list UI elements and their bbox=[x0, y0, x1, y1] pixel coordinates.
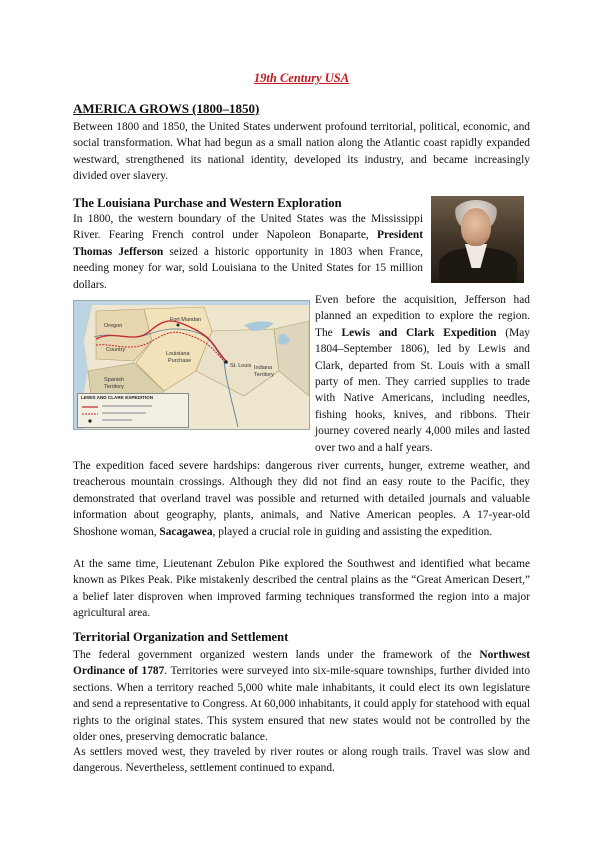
map-label-indiana: Indiana bbox=[254, 365, 273, 371]
map-label-st-louis: St. Louis bbox=[230, 363, 252, 369]
jefferson-portrait bbox=[431, 196, 524, 283]
map-legend bbox=[77, 393, 189, 428]
intro-paragraph: Between 1800 and 1850, the United States underwent profound territorial, political, economic, and social transformation. What had begun as a small nation along the Atlantic coast rapidly expanded westward, strengthened its national identity, developed its industry, and became increasingly divided over slavery. bbox=[73, 121, 530, 183]
louisiana-paragraph-4: At the same time, Lieutenant Zebulon Pike explored the Southwest and identified what became known as Pikes Peak. Pike mistakenly described the central plains as the “Great American Desert,” a belief later disproven when improved farming techniques transformed the region into a major agricultural area. bbox=[73, 558, 530, 620]
louisiana-paragraph-1: In 1800, the western boundary of the United States was the Mississippi River. Fearing French control under Napoleon Bonaparte, President Thomas Jefferson seized a historic opportunity in 1803 when France, needing money for war, sold Louisiana to the United States for 15 million dollars. bbox=[73, 213, 423, 291]
map-label-country: Country bbox=[106, 347, 126, 353]
territorial-heading: Territorial Organization and Settlement bbox=[73, 630, 289, 644]
map-legend-title: LEWIS AND CLARK EXPEDITION bbox=[81, 395, 154, 400]
map-label-purchase: Purchase bbox=[168, 358, 192, 364]
map-label-louisiana: Louisiana bbox=[166, 351, 190, 357]
map-label-fort-mandan: Fort Mandan bbox=[170, 317, 202, 323]
map-label-spanish: Spanish bbox=[104, 377, 124, 383]
map-label-territory: Territory bbox=[104, 384, 124, 390]
document-title: 19th Century USA bbox=[253, 71, 350, 85]
louisiana-heading: The Louisiana Purchase and Western Exploration bbox=[73, 196, 342, 210]
map-label-indiana-territory: Territory bbox=[254, 372, 274, 378]
louisiana-paragraph-2: Even before the acquisition, Jefferson had planned an expedition to explore the region. The Lewis and Clark Expedition (May 1804–September 1806), led by Lewis and Clark, departed from St. Louis with a small party of men. They carried supplies to trade with Native Americans, including needles, fishing hooks, knives, and ribbons. Their journey covered nearly 4,000 miles and lasted over two and a half years. bbox=[315, 294, 530, 454]
territorial-paragraph-1: The federal government organized western lands under the framework of the Northwest Ordinance of 1787. Territories were surveyed into six-mile-square townships, further divided into sections. When a territory reached 5,000 white male inhabitants, it could elect its own legislature and send a representative to Congress. At 60,000 inhabitants, it could apply for statehood with equal rights to the original states. This system ensured that new states would not be controlled by the older ones, preserving democratic balance. bbox=[73, 649, 531, 744]
lewis-clark-map bbox=[73, 300, 310, 430]
map-label-oregon: Oregon bbox=[104, 323, 123, 329]
section-heading: AMERICA GROWS (1800–1850) bbox=[73, 101, 260, 116]
louisiana-paragraph-3: The expedition faced severe hardships: dangerous river currents, hunger, extreme weather, and treacherous mountain crossings. Although they did not find an easy route to the Pacific, they demonstrated that overland travel was possible and returned with detailed journals and valuable information about geography, plants, animals, and Native American peoples. A 17-year-old Shoshone woman, Sacagawea, played a crucial role in guiding and assisting the expedition. bbox=[73, 460, 530, 538]
territorial-paragraph-2: As settlers moved west, they traveled by river routes or along rough trails. Travel was slow and dangerous. Nevertheless, settlement continued to expand. bbox=[73, 746, 530, 775]
